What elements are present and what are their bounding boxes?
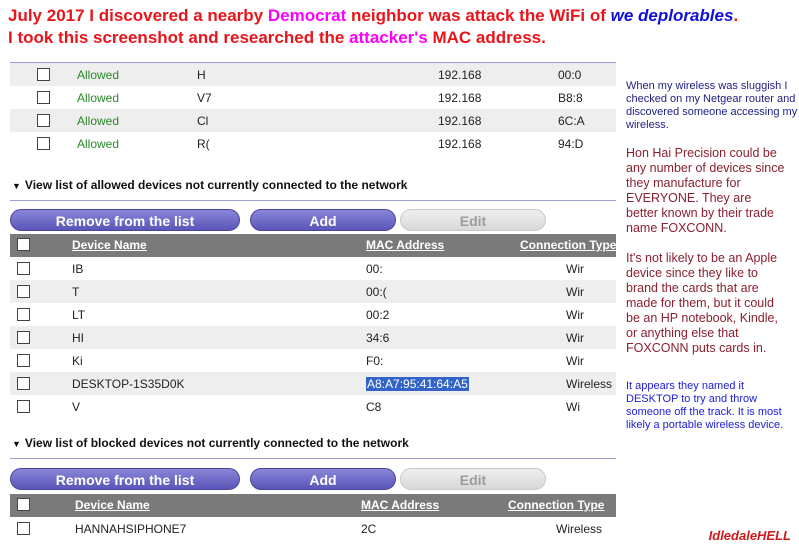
remove-from-list-button[interactable]: Remove from the list — [10, 209, 240, 231]
header-line-1: July 2017 I discovered a nearby Democrat neighbor was attack the WiFi of we deplorables. — [8, 6, 739, 25]
row-checkbox[interactable] — [37, 68, 50, 81]
row-checkbox[interactable] — [17, 400, 30, 413]
triangle-down-icon: ▼ — [12, 439, 21, 449]
row-checkbox[interactable] — [17, 285, 30, 298]
section-divider — [10, 200, 616, 201]
header-caption — [8, 5, 793, 49]
remove-from-list-button[interactable]: Remove from the list — [10, 468, 240, 490]
add-button[interactable]: Add — [250, 209, 396, 231]
table-row: Ki F0: Wir — [10, 349, 616, 372]
table-row: Allowed R( 192.168 94:D — [10, 132, 616, 155]
we-deplorables-word: we deplorables — [610, 6, 734, 25]
table-row: Allowed V7 192.168 B8:8 — [10, 86, 616, 109]
annotation-note-3: It appears they named it DESKTOP to try and throw someone off the track. It is most likely a portable wireless device. — [626, 380, 784, 431]
table-row-desktop: DESKTOP-1S35D0K A8:A7:95:41:64:A5 Wireless — [10, 372, 616, 395]
table-row: IB 00: Wir — [10, 257, 616, 280]
table-row: HANNAHSIPHONE7 2C Wireless — [10, 517, 616, 540]
annotation-note-2: Hon Hai Precision could be any number of devices since they manufacture for EVERYONE. They are better known by their trade name FOXCONN. It's not likely to be an Apple device since they like to brand the cards that are made for them, but it could be an HP notebook, Kindle, or anything else that FOXCONN puts cards in. — [626, 146, 785, 355]
table-header — [10, 494, 616, 517]
row-checkbox[interactable] — [17, 522, 30, 535]
allowed-devices-table — [10, 234, 616, 418]
highlighted-mac-address[interactable]: A8:A7:95:41:64:A5 — [367, 377, 468, 391]
row-checkbox[interactable] — [37, 137, 50, 150]
edit-button[interactable]: Edit — [400, 468, 546, 490]
col-connection-type[interactable]: Connection Type — [508, 498, 605, 512]
row-checkbox[interactable] — [17, 331, 30, 344]
democrat-word: Democrat — [267, 6, 347, 25]
edit-button[interactable]: Edit — [400, 209, 546, 231]
row-checkbox[interactable] — [17, 377, 30, 390]
attached-devices-list — [10, 63, 616, 155]
row-checkbox[interactable] — [17, 262, 30, 275]
col-device-name[interactable]: Device Name — [72, 238, 147, 252]
table-row: LT 00:2 Wir — [10, 303, 616, 326]
blocked-devices-table — [10, 494, 616, 540]
section-divider — [10, 458, 616, 459]
row-checkbox[interactable] — [37, 91, 50, 104]
blocked-section-toggle[interactable]: ▼ View list of blocked devices not currently connected to the network — [12, 436, 409, 450]
row-checkbox[interactable] — [37, 114, 50, 127]
select-all-checkbox[interactable] — [17, 498, 30, 511]
triangle-down-icon: ▼ — [12, 181, 21, 191]
allowed-section-toggle[interactable]: ▼ View list of allowed devices not currently connected to the network — [12, 178, 408, 192]
attacker-word: attacker's — [349, 28, 428, 47]
col-device-name[interactable]: Device Name — [75, 498, 150, 512]
table-row: HI 34:6 Wir — [10, 326, 616, 349]
table-row: V C8 Wi — [10, 395, 616, 418]
header-line-2: I took this screenshot and researched the attacker's MAC address. — [8, 28, 546, 47]
table-row: Allowed Cl 192.168 6C:A — [10, 109, 616, 132]
add-button[interactable]: Add — [250, 468, 396, 490]
col-mac-address[interactable]: MAC Address — [366, 238, 445, 252]
table-row: Allowed H 192.168 00:0 — [10, 63, 616, 86]
select-all-checkbox[interactable] — [17, 238, 30, 251]
annotation-note-1: When my wireless was sluggish I checked on my Netgear router and discovered someone accessing my wireless. — [626, 80, 798, 131]
table-header — [10, 234, 616, 257]
col-mac-address[interactable]: MAC Address — [361, 498, 440, 512]
row-checkbox[interactable] — [17, 354, 30, 367]
row-checkbox[interactable] — [17, 308, 30, 321]
table-row: T 00:( Wir — [10, 280, 616, 303]
signature: IdledaleHELL — [708, 528, 791, 543]
col-connection-type[interactable]: Connection Type — [520, 238, 617, 252]
